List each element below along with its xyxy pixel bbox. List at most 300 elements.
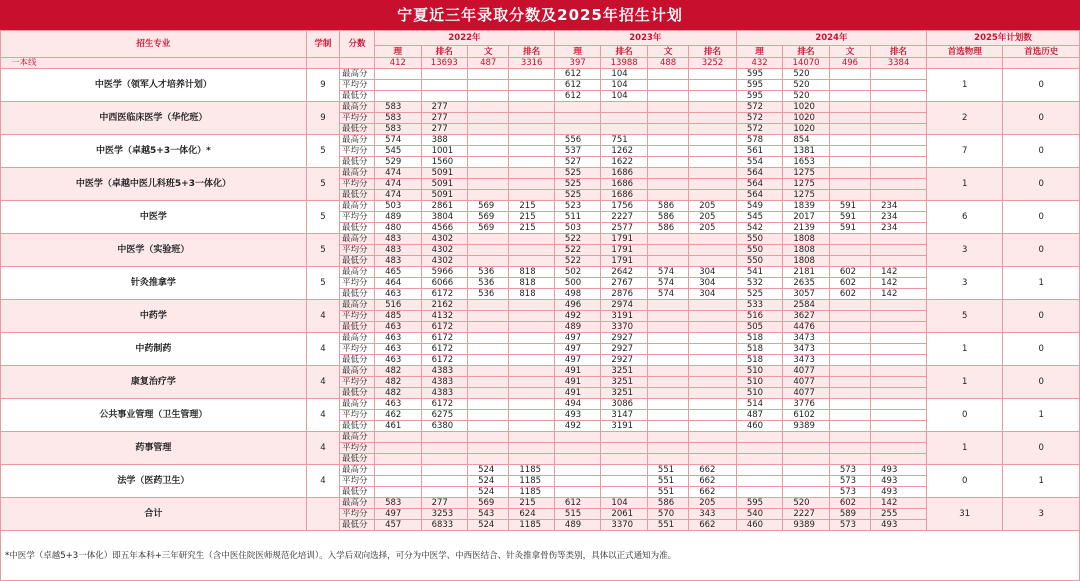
- score-cell: [689, 454, 737, 465]
- admission-table: [0, 30, 1080, 531]
- score-type: 平均分: [339, 410, 374, 421]
- score-cell: 6066: [421, 278, 468, 289]
- score-cell: 4476: [783, 322, 830, 333]
- score-cell: [509, 234, 555, 245]
- score-cell: 595: [736, 69, 783, 80]
- footnote: *中医学（卓越5+3一体化）即五年本科+三年研究生（含中医住院医师规范化培训）。入学后双向选择，可分为中医学、中西医结合、针灸推拿骨伤等类别，具体以正式通知为准。: [0, 531, 1080, 581]
- score-cell: [829, 421, 870, 432]
- score-cell: [689, 399, 737, 410]
- score-cell: [689, 333, 737, 344]
- score-cell: [871, 344, 927, 355]
- score-cell: 2577: [601, 223, 648, 234]
- score-cell: [689, 234, 737, 245]
- score-cell: [468, 102, 509, 113]
- major-years: 5: [306, 201, 339, 234]
- score-cell: 525: [554, 179, 601, 190]
- score-cell: 550: [736, 234, 783, 245]
- score-cell: 2584: [783, 300, 830, 311]
- score-cell: 9389: [783, 421, 830, 432]
- score-cell: [468, 168, 509, 179]
- score-cell: 493: [871, 476, 927, 487]
- score-type: 平均分: [339, 311, 374, 322]
- tier-label: 一本线: [1, 58, 307, 69]
- plan-history: 0: [1003, 432, 1080, 465]
- score-cell: 491: [554, 366, 601, 377]
- score-cell: 515: [554, 509, 601, 520]
- score-cell: 514: [736, 399, 783, 410]
- score-cell: [829, 355, 870, 366]
- score-cell: 1653: [783, 157, 830, 168]
- plan-physics: 31: [926, 498, 1002, 531]
- table-row: [1, 201, 1080, 212]
- score-cell: 3251: [601, 377, 648, 388]
- score-cell: [468, 80, 509, 91]
- score-cell: [509, 333, 555, 344]
- score-type: 平均分: [339, 278, 374, 289]
- score-cell: 549: [736, 201, 783, 212]
- score-cell: 1185: [509, 487, 555, 498]
- score-cell: [509, 399, 555, 410]
- score-cell: [509, 157, 555, 168]
- score-cell: [736, 443, 783, 454]
- major-name: 药事管理: [1, 432, 307, 465]
- score-cell: [468, 366, 509, 377]
- score-cell: 142: [871, 278, 927, 289]
- major-name: 中医学（卓越5+3一体化）*: [1, 135, 307, 168]
- score-cell: [468, 388, 509, 399]
- score-cell: 2642: [601, 267, 648, 278]
- score-cell: [689, 179, 737, 190]
- score-cell: 277: [421, 498, 468, 509]
- score-cell: 573: [829, 476, 870, 487]
- score-cell: 561: [736, 146, 783, 157]
- score-cell: [554, 113, 601, 124]
- score-cell: 1756: [601, 201, 648, 212]
- score-cell: 3086: [601, 399, 648, 410]
- score-cell: 234: [871, 223, 927, 234]
- score-type: 最高分: [339, 69, 374, 80]
- major-years: 5: [306, 234, 339, 267]
- score-cell: 1808: [783, 234, 830, 245]
- score-cell: 485: [375, 311, 422, 322]
- score-cell: 751: [601, 135, 648, 146]
- score-cell: 142: [871, 289, 927, 300]
- plan-history: 1: [1003, 465, 1080, 498]
- score-cell: 503: [375, 201, 422, 212]
- score-type: 平均分: [339, 443, 374, 454]
- major-name: 合计: [1, 498, 307, 531]
- score-cell: 3191: [601, 421, 648, 432]
- score-cell: [689, 322, 737, 333]
- score-cell: 277: [421, 124, 468, 135]
- score-cell: [468, 322, 509, 333]
- score-cell: [509, 190, 555, 201]
- subheader-cell: 排名: [421, 46, 468, 58]
- score-cell: [871, 179, 927, 190]
- score-cell: 554: [736, 157, 783, 168]
- plan-history: 0: [1003, 201, 1080, 234]
- score-cell: 569: [468, 223, 509, 234]
- score-cell: 818: [509, 289, 555, 300]
- score-cell: [871, 157, 927, 168]
- score-cell: 545: [736, 212, 783, 223]
- plan-history: 0: [1003, 69, 1080, 102]
- score-cell: 461: [375, 421, 422, 432]
- major-years: 5: [306, 135, 339, 168]
- score-cell: [468, 234, 509, 245]
- score-cell: [468, 300, 509, 311]
- score-cell: 662: [689, 465, 737, 476]
- score-cell: 564: [736, 168, 783, 179]
- score-cell: 474: [375, 179, 422, 190]
- score-cell: 2861: [421, 201, 468, 212]
- subheader-cell: 文: [829, 46, 870, 58]
- score-cell: [647, 190, 688, 201]
- table-row: [1, 69, 1080, 80]
- score-cell: [554, 432, 601, 443]
- plan-physics: 5: [926, 300, 1002, 333]
- score-type: 最高分: [339, 498, 374, 509]
- score-cell: [689, 443, 737, 454]
- table-row: [1, 168, 1080, 179]
- score-cell: [871, 311, 927, 322]
- score-cell: 595: [736, 498, 783, 509]
- tier-value: 13988: [601, 58, 648, 69]
- score-type: 最低分: [339, 223, 374, 234]
- major-name: 针灸推拿学: [1, 267, 307, 300]
- score-cell: 463: [375, 355, 422, 366]
- score-cell: [689, 80, 737, 91]
- score-cell: [783, 476, 830, 487]
- plan-physics: 6: [926, 201, 1002, 234]
- score-cell: [509, 322, 555, 333]
- score-cell: [647, 69, 688, 80]
- score-type: 最低分: [339, 454, 374, 465]
- score-type: 平均分: [339, 113, 374, 124]
- score-cell: 497: [375, 509, 422, 520]
- table-row: [1, 267, 1080, 278]
- major-years: 9: [306, 69, 339, 102]
- score-cell: [829, 333, 870, 344]
- score-cell: 474: [375, 190, 422, 201]
- score-cell: [871, 256, 927, 267]
- score-cell: 6172: [421, 322, 468, 333]
- score-cell: 1686: [601, 168, 648, 179]
- score-cell: 3191: [601, 311, 648, 322]
- score-cell: 520: [783, 69, 830, 80]
- plan-physics: 7: [926, 135, 1002, 168]
- score-cell: 572: [736, 102, 783, 113]
- score-cell: 524: [468, 487, 509, 498]
- score-cell: 612: [554, 69, 601, 80]
- score-cell: 518: [736, 333, 783, 344]
- score-cell: [829, 80, 870, 91]
- plan-history: 0: [1003, 333, 1080, 366]
- score-cell: [375, 91, 422, 102]
- plan-history: 0: [1003, 135, 1080, 168]
- score-cell: [689, 377, 737, 388]
- score-cell: 556: [554, 135, 601, 146]
- score-cell: [871, 432, 927, 443]
- score-cell: [829, 443, 870, 454]
- score-cell: [829, 377, 870, 388]
- score-cell: [689, 146, 737, 157]
- score-type: 平均分: [339, 179, 374, 190]
- major-years: 4: [306, 366, 339, 399]
- major-name: 中西医临床医学（华佗班）: [1, 102, 307, 135]
- tier-value: 487: [468, 58, 509, 69]
- score-type: 最高分: [339, 201, 374, 212]
- score-cell: 1185: [509, 520, 555, 531]
- score-cell: 511: [554, 212, 601, 223]
- score-cell: 541: [736, 267, 783, 278]
- score-cell: [783, 443, 830, 454]
- score-cell: [829, 344, 870, 355]
- score-cell: 591: [829, 223, 870, 234]
- score-cell: 586: [647, 498, 688, 509]
- score-cell: 3370: [601, 322, 648, 333]
- score-cell: [468, 443, 509, 454]
- score-cell: [509, 91, 555, 102]
- score-cell: 2227: [601, 212, 648, 223]
- score-cell: 3057: [783, 289, 830, 300]
- plan-physics: 0: [926, 465, 1002, 498]
- score-cell: [689, 355, 737, 366]
- score-cell: [421, 432, 468, 443]
- score-cell: 569: [468, 201, 509, 212]
- score-cell: [871, 245, 927, 256]
- score-cell: [554, 476, 601, 487]
- score-cell: 205: [689, 223, 737, 234]
- score-cell: 518: [736, 344, 783, 355]
- score-type: 最高分: [339, 300, 374, 311]
- score-cell: [689, 432, 737, 443]
- score-cell: 4077: [783, 377, 830, 388]
- major-years: 4: [306, 432, 339, 465]
- plan-history: 0: [1003, 234, 1080, 267]
- score-cell: [829, 245, 870, 256]
- score-cell: 4302: [421, 234, 468, 245]
- header-score: 分数: [339, 31, 374, 58]
- score-cell: 482: [375, 388, 422, 399]
- score-cell: 483: [375, 234, 422, 245]
- score-cell: 536: [468, 289, 509, 300]
- header-2024: 2024年: [736, 31, 926, 46]
- score-type: 最高分: [339, 366, 374, 377]
- score-cell: 6102: [783, 410, 830, 421]
- score-cell: [468, 135, 509, 146]
- score-cell: 589: [829, 509, 870, 520]
- score-cell: 612: [554, 498, 601, 509]
- score-type: 最高分: [339, 135, 374, 146]
- score-cell: [509, 311, 555, 322]
- tier-value: 432: [736, 58, 783, 69]
- score-cell: [375, 465, 422, 476]
- plan-history: 0: [1003, 102, 1080, 135]
- score-cell: [871, 168, 927, 179]
- score-cell: 205: [689, 212, 737, 223]
- score-cell: 215: [509, 201, 555, 212]
- score-cell: 1262: [601, 146, 648, 157]
- plan-physics: 3: [926, 234, 1002, 267]
- table-row: [1, 234, 1080, 245]
- plan-physics: 0: [926, 399, 1002, 432]
- score-cell: 4077: [783, 366, 830, 377]
- score-cell: [647, 179, 688, 190]
- score-cell: [647, 91, 688, 102]
- score-cell: 457: [375, 520, 422, 531]
- score-cell: [689, 245, 737, 256]
- score-cell: 497: [554, 344, 601, 355]
- header-major: 招生专业: [1, 31, 307, 58]
- score-cell: 492: [554, 311, 601, 322]
- score-cell: [647, 80, 688, 91]
- subheader-cell: 理: [736, 46, 783, 58]
- score-cell: 6172: [421, 355, 468, 366]
- score-cell: 525: [554, 190, 601, 201]
- score-cell: [509, 388, 555, 399]
- score-cell: 1808: [783, 245, 830, 256]
- score-cell: [829, 91, 870, 102]
- major-years: 5: [306, 267, 339, 300]
- score-cell: 2974: [601, 300, 648, 311]
- score-cell: [871, 69, 927, 80]
- score-cell: 493: [554, 410, 601, 421]
- score-cell: 522: [554, 256, 601, 267]
- score-cell: [689, 421, 737, 432]
- major-name: 法学（医药卫生）: [1, 465, 307, 498]
- score-cell: [783, 454, 830, 465]
- score-cell: [829, 168, 870, 179]
- score-cell: 2181: [783, 267, 830, 278]
- score-cell: 497: [554, 355, 601, 366]
- score-cell: [421, 443, 468, 454]
- score-cell: [871, 355, 927, 366]
- score-cell: 573: [829, 465, 870, 476]
- score-cell: [509, 124, 555, 135]
- score-cell: 595: [736, 80, 783, 91]
- score-cell: 818: [509, 278, 555, 289]
- score-cell: [468, 432, 509, 443]
- score-cell: [647, 113, 688, 124]
- score-cell: 602: [829, 278, 870, 289]
- score-cell: 6833: [421, 520, 468, 531]
- score-cell: 4077: [783, 388, 830, 399]
- score-cell: 482: [375, 377, 422, 388]
- score-cell: 3627: [783, 311, 830, 322]
- score-cell: 574: [647, 278, 688, 289]
- score-cell: [509, 410, 555, 421]
- tier-value: 14070: [783, 58, 830, 69]
- score-cell: 463: [375, 399, 422, 410]
- score-cell: 6172: [421, 399, 468, 410]
- subheader-cell: 理: [554, 46, 601, 58]
- score-cell: [829, 102, 870, 113]
- score-cell: 818: [509, 267, 555, 278]
- score-cell: 1001: [421, 146, 468, 157]
- score-cell: 142: [871, 267, 927, 278]
- major-years: 4: [306, 300, 339, 333]
- score-cell: 510: [736, 366, 783, 377]
- score-cell: [509, 69, 555, 80]
- score-cell: [689, 300, 737, 311]
- score-cell: [829, 124, 870, 135]
- score-cell: [647, 146, 688, 157]
- score-cell: [871, 300, 927, 311]
- score-cell: [375, 487, 422, 498]
- score-cell: 465: [375, 267, 422, 278]
- score-cell: 460: [736, 520, 783, 531]
- score-cell: 1020: [783, 124, 830, 135]
- subheader-history: 首选历史: [1003, 46, 1080, 58]
- tier-value: 3316: [509, 58, 555, 69]
- score-cell: 463: [375, 333, 422, 344]
- score-cell: [736, 454, 783, 465]
- score-cell: [647, 344, 688, 355]
- score-cell: [647, 366, 688, 377]
- score-cell: [468, 245, 509, 256]
- score-cell: [829, 300, 870, 311]
- score-cell: 104: [601, 80, 648, 91]
- score-cell: [647, 157, 688, 168]
- score-cell: 537: [554, 146, 601, 157]
- score-cell: [647, 410, 688, 421]
- score-cell: 510: [736, 388, 783, 399]
- score-cell: 480: [375, 223, 422, 234]
- score-cell: 388: [421, 135, 468, 146]
- score-cell: [601, 432, 648, 443]
- score-cell: 522: [554, 245, 601, 256]
- score-type: 平均分: [339, 377, 374, 388]
- score-cell: [554, 487, 601, 498]
- tier-value: 397: [554, 58, 601, 69]
- score-cell: 583: [375, 102, 422, 113]
- score-cell: [601, 487, 648, 498]
- score-cell: 234: [871, 201, 927, 212]
- score-cell: [689, 366, 737, 377]
- score-cell: 595: [736, 91, 783, 102]
- score-cell: 505: [736, 322, 783, 333]
- plan-physics: 2: [926, 102, 1002, 135]
- score-cell: 1686: [601, 179, 648, 190]
- score-cell: [509, 179, 555, 190]
- major-name: 康复治疗学: [1, 366, 307, 399]
- score-cell: 489: [554, 520, 601, 531]
- score-cell: [736, 465, 783, 476]
- score-cell: [829, 366, 870, 377]
- score-cell: [871, 146, 927, 157]
- score-cell: [509, 102, 555, 113]
- score-cell: 6172: [421, 344, 468, 355]
- table-row: [1, 432, 1080, 443]
- score-cell: 1686: [601, 190, 648, 201]
- table-row: [1, 399, 1080, 410]
- score-cell: [554, 102, 601, 113]
- score-cell: 1020: [783, 113, 830, 124]
- score-cell: 583: [375, 113, 422, 124]
- score-cell: [829, 157, 870, 168]
- score-cell: [421, 454, 468, 465]
- score-cell: 2227: [783, 509, 830, 520]
- score-cell: 586: [647, 212, 688, 223]
- score-cell: 591: [829, 212, 870, 223]
- score-cell: 4132: [421, 311, 468, 322]
- score-cell: [468, 190, 509, 201]
- major-name: 中医学（领军人才培养计划）: [1, 69, 307, 102]
- score-cell: [871, 113, 927, 124]
- score-cell: [871, 135, 927, 146]
- score-cell: 4566: [421, 223, 468, 234]
